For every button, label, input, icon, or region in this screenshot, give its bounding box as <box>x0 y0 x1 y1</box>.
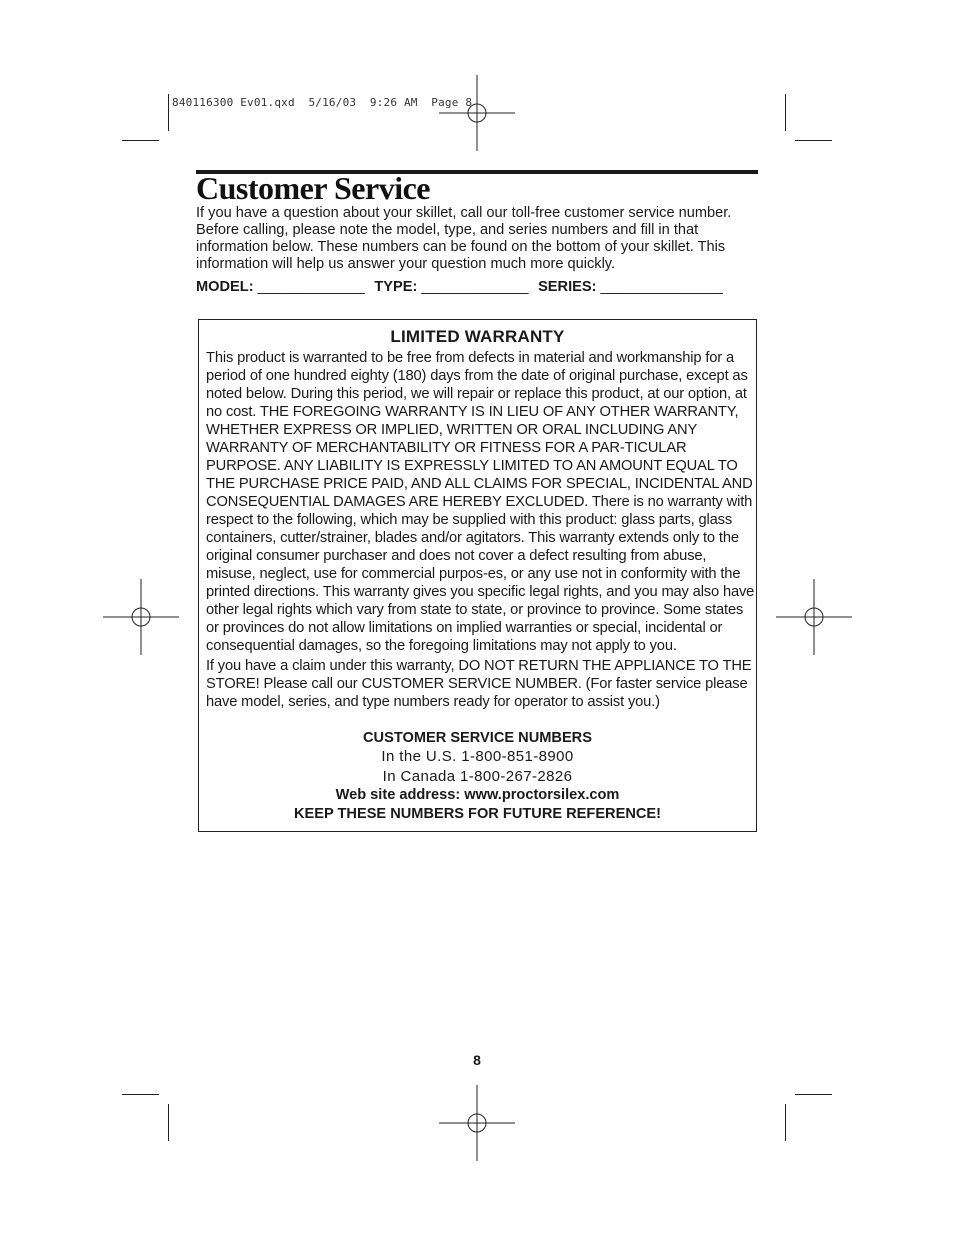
crop-mark <box>122 1094 159 1095</box>
crop-mark <box>168 94 169 131</box>
type-label: TYPE: <box>374 279 418 295</box>
model-label: MODEL: <box>196 279 254 295</box>
series-label: SERIES: <box>538 279 597 295</box>
print-slug: 840116300 Ev01.qxd 5/16/03 9:26 AM Page 8 <box>172 96 473 109</box>
phone-canada: In Canada 1-800-267-2826 <box>382 768 573 785</box>
warranty-paragraph: This product is warranted to be free from defects in material and workmanship for a period of one hundred eighty (180) days from the date of original purchase, except as noted below. During this period, we will repair or replace this product, at our option, at no cost. THE FOREGOING WARRANTY IS IN LIEU OF ANY OTHER WARRANTY, WHETHER EXPRESS OR IMPLIED, WRITTEN OR ORAL INCLUDING ANY WARRANTY OF MERCHANTABILITY OR FITNESS FOR A PAR-TICULAR PURPOSE. ANY LIABILITY IS EXPRESSLY LIMITED TO AN AMOUNT EQUAL TO THE PURCHASE PRICE PAID, AND ALL CLAIMS FOR SPECIAL, INCIDENTAL AND CONSEQUENTIAL DAMAGES ARE HEREBY EXCLUDED. There is no warranty with respect to the following, which may be supplied with this product: glass parts, glass containers, cutter/strainer, blades and/or agitators. This warranty extends only to the original consumer purchaser and does not cover a defect resulting from abuse, misuse, neglect, use for commercial purpos-es, or any use not in conformity with the printed directions. This warranty gives you specific legal rights, and you may also have other legal rights which vary from state to state, or province to province. Some states or provinces do not allow limitations on implied warranties or special, incidental or consequential damages, so the foregoing limitations may not apply to you. <box>206 350 755 654</box>
warranty-paragraph: If you have a claim under this warranty, DO NOT RETURN THE APPLIANCE TO THE STORE! Please call our CUSTOMER SERVICE NUMBER. (For faster service please have model, series, and type numbers ready for operator to assist you.) <box>206 658 752 710</box>
customer-service-numbers-heading: CUSTOMER SERVICE NUMBERS <box>363 730 592 746</box>
series-blank: ________________ <box>600 279 723 295</box>
crop-mark <box>122 140 159 141</box>
product-info-fields <box>196 279 756 295</box>
intro-paragraph: If you have a question about your skillet, call our toll-free customer service number. Before calling, please note the model, type, and series numbers and fill in that information below. These numbers can be found on the bottom of your skillet. This information will help us answer your question much more quickly. <box>196 205 732 272</box>
model-blank: ______________ <box>257 279 365 295</box>
crop-mark <box>168 1104 169 1141</box>
page-number: 8 <box>473 1052 481 1068</box>
registration-mark-icon <box>439 75 515 151</box>
page-title: Customer Service <box>196 170 430 206</box>
registration-mark-icon <box>776 579 852 655</box>
crop-mark <box>795 140 832 141</box>
keep-numbers-notice: KEEP THESE NUMBERS FOR FUTURE REFERENCE! <box>293 806 662 822</box>
warranty-heading: LIMITED WARRANTY <box>390 327 565 346</box>
registration-mark-icon <box>439 1085 515 1161</box>
crop-mark <box>785 1104 786 1141</box>
type-blank: ______________ <box>421 279 529 295</box>
crop-mark <box>785 94 786 131</box>
crop-mark <box>795 1094 832 1095</box>
warranty-body <box>206 349 756 711</box>
limited-warranty-box <box>198 319 757 832</box>
website-address: Web site address: www.proctorsilex.com <box>335 787 620 803</box>
registration-mark-icon <box>103 579 179 655</box>
phone-us: In the U.S. 1-800-851-8900 <box>381 748 574 765</box>
